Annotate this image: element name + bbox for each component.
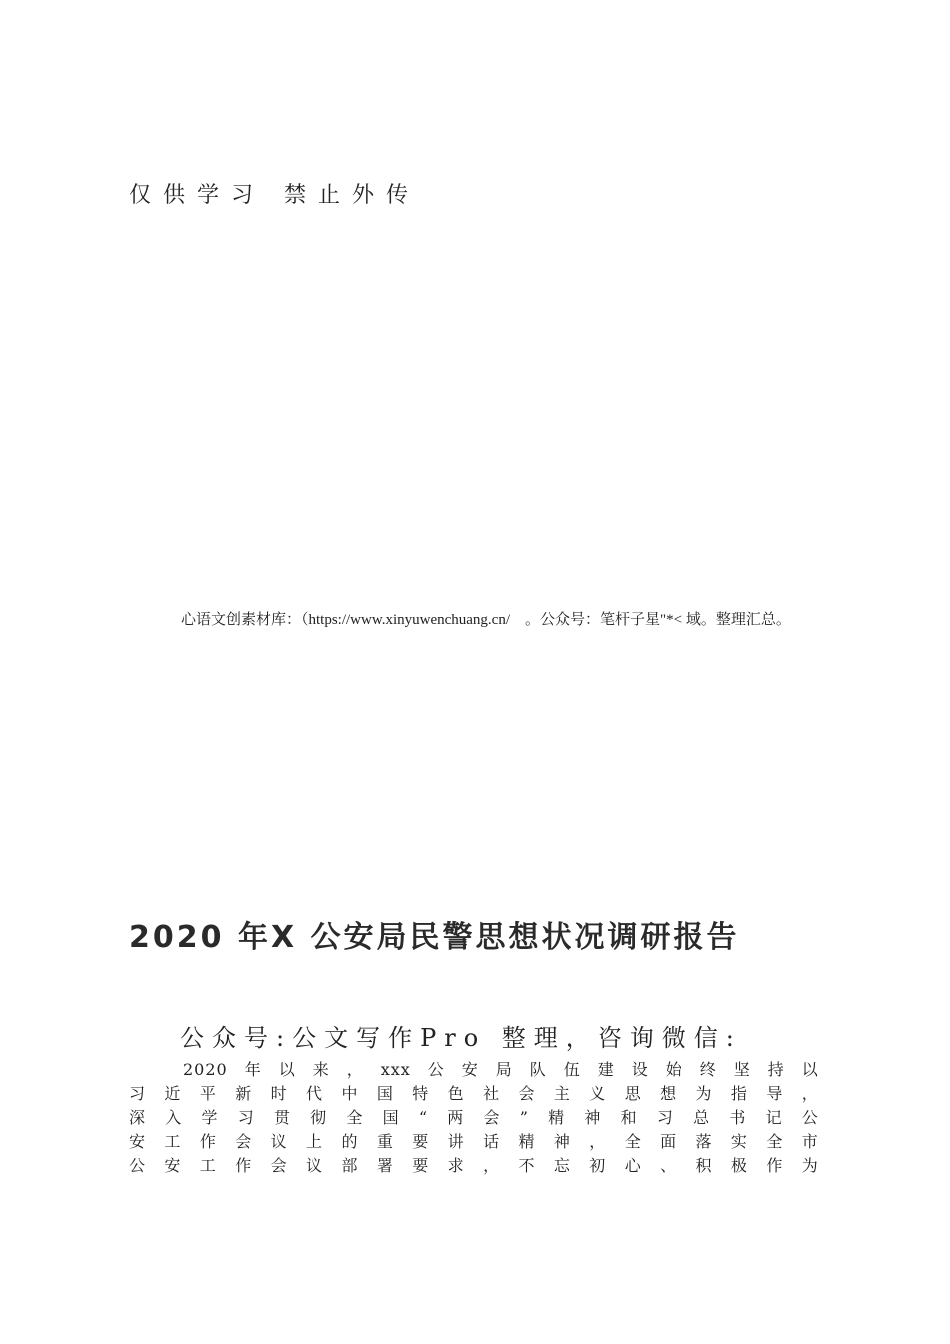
body-char: 年	[244, 1060, 262, 1079]
body-char: 导	[766, 1084, 784, 1103]
body-char: 记	[765, 1108, 783, 1127]
body-char: 为	[695, 1084, 713, 1103]
body-char: 特	[412, 1084, 430, 1103]
body-char: 议	[270, 1132, 288, 1151]
body-char: 落	[695, 1132, 713, 1151]
body-char: 指	[730, 1084, 748, 1103]
body-char: 代	[306, 1084, 324, 1103]
body-char: 要	[412, 1156, 430, 1175]
body-char: 精	[518, 1132, 536, 1151]
body-char: 公	[427, 1060, 445, 1079]
body-char: 想	[660, 1084, 678, 1103]
body-char: 国	[382, 1108, 400, 1127]
body-line	[129, 1130, 819, 1154]
body-char: 的	[341, 1132, 359, 1151]
source-note: 心语文创素材库：（https://www.xinyuwenchuang.cn/ 。公众号：笔杆子星"*< 域。整理汇总。	[181, 612, 791, 628]
body-char: 全	[624, 1132, 642, 1151]
body-char: 局	[495, 1060, 513, 1079]
body-char: 色	[447, 1084, 465, 1103]
body-char: 、	[660, 1156, 678, 1175]
body-char: 部	[341, 1156, 359, 1175]
body-char: 讲	[447, 1132, 465, 1151]
body-char: 署	[376, 1156, 394, 1175]
body-char: 持	[767, 1060, 785, 1079]
body-char: 2020	[183, 1060, 228, 1079]
body-char: 平	[199, 1084, 217, 1103]
body-char: 书	[729, 1108, 747, 1127]
body-char: 队	[529, 1060, 547, 1079]
body-char: 重	[376, 1132, 394, 1151]
body-char: ，	[589, 1132, 607, 1151]
body-char: 会	[235, 1132, 253, 1151]
body-char: 两	[447, 1108, 465, 1127]
body-char: 精	[548, 1108, 566, 1127]
body-char: 和	[620, 1108, 638, 1127]
body-char: 深	[129, 1108, 147, 1127]
body-char: 贯	[273, 1108, 291, 1127]
body-char: 时	[270, 1084, 288, 1103]
body-char: ，	[346, 1060, 364, 1079]
body-char: 作	[235, 1156, 253, 1175]
body-char: 为	[801, 1156, 819, 1175]
body-char: 会	[270, 1156, 288, 1175]
body-line	[129, 1106, 819, 1130]
body-char: 习	[656, 1108, 674, 1127]
body-char: 实	[730, 1132, 748, 1151]
body-char: 安	[164, 1156, 182, 1175]
body-char: 坚	[733, 1060, 751, 1079]
body-char: 习	[237, 1108, 255, 1127]
body-char: 心	[624, 1156, 642, 1175]
body-char: 伍	[563, 1060, 581, 1079]
body-char: 作	[766, 1156, 784, 1175]
body-char: 来	[312, 1060, 330, 1079]
body-char: 会	[483, 1108, 501, 1127]
body-char: 积	[695, 1156, 713, 1175]
body-char: 求	[447, 1156, 465, 1175]
body-char: 中	[341, 1084, 359, 1103]
body-char: 初	[589, 1156, 607, 1175]
body-char: ”	[519, 1108, 529, 1127]
body-char: 终	[699, 1060, 717, 1079]
body-char: 工	[164, 1132, 182, 1151]
body-char: 全	[346, 1108, 364, 1127]
body-char: 上	[306, 1132, 324, 1151]
body-char: 总	[693, 1108, 711, 1127]
body-char: 会	[518, 1084, 536, 1103]
body-char: 神	[584, 1108, 602, 1127]
body-char: 思	[624, 1084, 642, 1103]
body-char: 设	[631, 1060, 649, 1079]
body-char: 神	[553, 1132, 571, 1151]
document-title: 2020 年X 公安局民警思想状况调研报告	[129, 920, 740, 955]
body-char: 近	[164, 1084, 182, 1103]
body-char: 入	[165, 1108, 183, 1127]
body-line	[129, 1154, 819, 1178]
body-char: 学	[201, 1108, 219, 1127]
body-char: 主	[553, 1084, 571, 1103]
body-char: 新	[235, 1084, 253, 1103]
body-char: 议	[306, 1156, 324, 1175]
body-char: “	[418, 1108, 429, 1127]
body-char: 话	[483, 1132, 501, 1151]
header-notice: 仅供学习 禁止外传	[129, 183, 420, 208]
body-paragraph	[129, 1058, 819, 1178]
body-char: xxx	[380, 1060, 411, 1079]
body-char: 社	[483, 1084, 501, 1103]
body-char: 公	[129, 1156, 147, 1175]
body-char: 要	[412, 1132, 430, 1151]
body-line	[129, 1082, 819, 1106]
body-char: 习	[129, 1084, 147, 1103]
body-line	[129, 1058, 819, 1082]
body-char: 国	[376, 1084, 394, 1103]
body-char: 作	[199, 1132, 217, 1151]
body-char: 不	[518, 1156, 536, 1175]
body-char: 义	[589, 1084, 607, 1103]
body-char: 市	[801, 1132, 819, 1151]
document-subtitle: 公众号:公文写作Pro 整理，咨询微信:	[180, 1024, 742, 1052]
body-char: 全	[766, 1132, 784, 1151]
body-char: 面	[660, 1132, 678, 1151]
body-char: 始	[665, 1060, 683, 1079]
body-char: 忘	[553, 1156, 571, 1175]
body-char: 建	[597, 1060, 615, 1079]
body-char: 安	[461, 1060, 479, 1079]
body-char: 工	[199, 1156, 217, 1175]
body-char: 公	[801, 1108, 819, 1127]
body-char: 安	[129, 1132, 147, 1151]
body-char: 彻	[310, 1108, 328, 1127]
body-char: ，	[483, 1156, 501, 1175]
body-char: 以	[278, 1060, 296, 1079]
body-char: ，	[801, 1084, 819, 1103]
body-char: 极	[730, 1156, 748, 1175]
body-char: 以	[801, 1060, 819, 1079]
